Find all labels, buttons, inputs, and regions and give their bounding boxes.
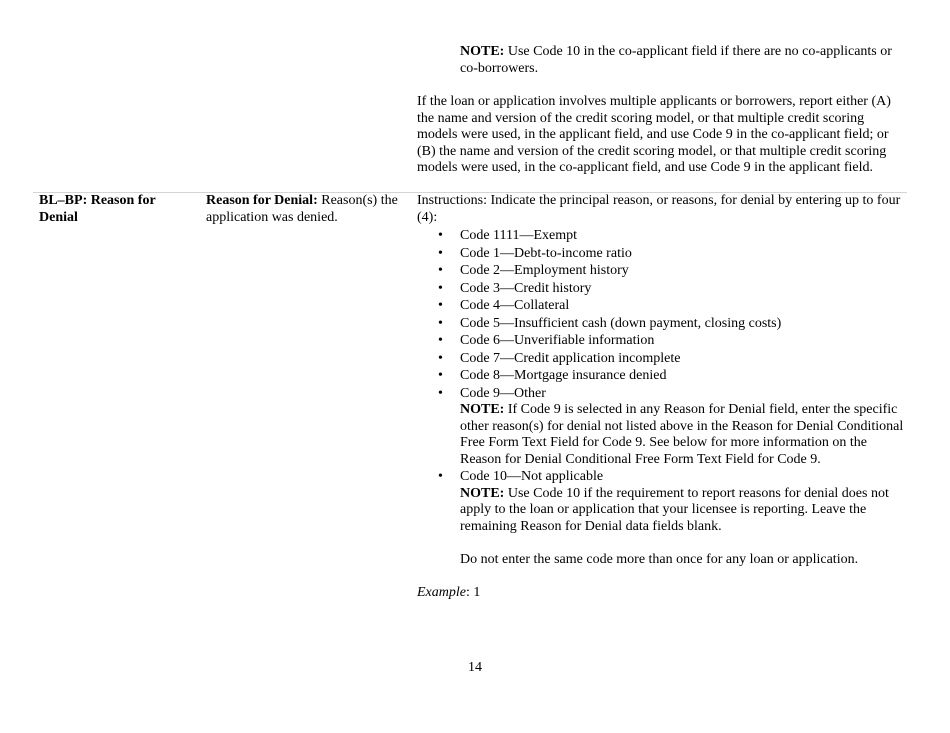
top-note	[460, 44, 900, 77]
note-text: Use Code 10 if the requirement to report reasons for denial does not apply to the loan or application that your licensee is reporting. Leave the remaining Reason for Denial data fields blank.	[460, 485, 889, 534]
multiple-applicants-paragraph: If the loan or application involves multiple applicants or borrowers, report either (A) the name and version of the credit scoring model, or that multiple credit scoring models were used, in the applicant field, and use Code 9 in the co-applicant field; or (B) the name and version of the credit scoring model, or that multiple credit scoring models were used, in the co-applicant field, and use Code 9 in the applicant field.	[417, 94, 891, 175]
list-item: • Code 4—Collateral	[417, 298, 907, 315]
list-item: • Code 2—Employment history	[417, 263, 907, 280]
note-label: NOTE:	[460, 402, 505, 417]
list-item: • Code 1—Debt-to-income ratio	[417, 246, 907, 263]
note-label: NOTE:	[460, 44, 505, 59]
duplicate-code-rule: Do not enter the same code more than once for any loan or application.	[460, 552, 859, 567]
definition-text: Reason(s) the application was denied.	[206, 193, 398, 225]
list-item: • Code 6—Unverifiable information	[417, 333, 907, 350]
code-list	[417, 228, 907, 535]
list-item: • Code 7—Credit application incomplete	[417, 351, 907, 368]
definition-label: Reason for Denial:	[206, 193, 318, 208]
list-item: • Code 5—Insufficient cash (down payment, closing costs)	[417, 316, 907, 333]
list-item: • Code 1111—Exempt	[417, 228, 907, 245]
code-9-note	[460, 402, 907, 468]
code-10-label: Code 10—Not applicable	[460, 469, 604, 484]
field-id-cell: BL–BP: Reason for Denial	[39, 193, 156, 225]
list-item: • Code 8—Mortgage insurance denied	[417, 368, 907, 385]
instructions-text: Instructions: Indicate the principal reason, or reasons, for denial by entering up to four (4):	[417, 193, 901, 225]
example-line	[417, 585, 907, 602]
example-value: : 1	[465, 584, 481, 600]
list-item-code-10	[417, 469, 907, 535]
code-9-label: Code 9—Other	[460, 385, 546, 401]
note-label: NOTE:	[460, 485, 505, 501]
example-label: Example	[417, 584, 466, 600]
page-number: 14	[468, 660, 482, 675]
note-text: Use Code 10 in the co-applicant field if there are no co-applicants or co-borrowers.	[460, 44, 892, 76]
instructions-cell	[417, 193, 907, 601]
code-10-note	[460, 486, 907, 536]
definition-cell	[206, 193, 410, 226]
list-item: • Code 3—Credit history	[417, 281, 907, 298]
note-text: If Code 9 is selected in any Reason for Denial field, enter the specific other reason(s) for denial not listed above in the Reason for Denial Conditional Free Form Text Field for Code 9. See below for more information on the Reason for Denial Conditional Free Form Text Field for Code 9.	[460, 402, 904, 467]
list-item-code-9	[417, 386, 907, 469]
